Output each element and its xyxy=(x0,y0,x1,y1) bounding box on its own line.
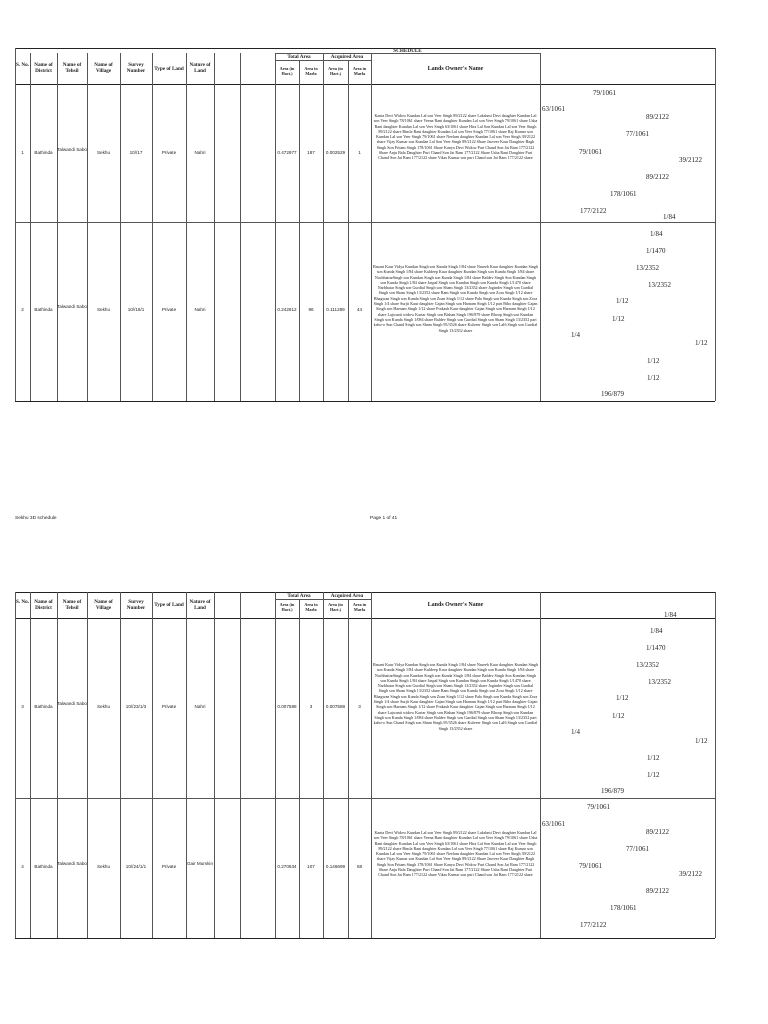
cell-type: Private xyxy=(161,307,177,312)
share-fraction: 1/1470 xyxy=(646,644,666,652)
cell-district: Bathinda xyxy=(34,704,53,709)
cell-acq-hect: 0.111289 xyxy=(326,307,345,312)
share-fraction: 79/1061 xyxy=(579,862,602,870)
footer-page-number: Page 1 of 41 xyxy=(370,516,398,521)
header-total-hect: Area (in Hact.) xyxy=(279,602,295,612)
col-rule xyxy=(152,592,153,938)
header-sno: S. No. xyxy=(15,599,30,605)
header-total-hect: Area (in Hact.) xyxy=(279,66,295,76)
cell-nature: Nahri xyxy=(194,704,206,709)
col-rule xyxy=(348,60,349,401)
col-rule xyxy=(348,599,349,938)
col-rule xyxy=(323,53,324,401)
cell-tehsil: Talwandi Sabo xyxy=(57,861,87,866)
col-rule xyxy=(15,48,16,401)
share-fraction: 1/12 xyxy=(647,374,660,382)
share-fraction: 63/1061 xyxy=(542,105,565,113)
share-fraction: 1/1470 xyxy=(646,247,666,255)
share-fraction: 178/1061 xyxy=(610,904,637,912)
cell-survey: 10//18/1 xyxy=(127,307,145,312)
header-acquired-area: Acquired Area xyxy=(330,593,364,599)
cell-total-hect: 0.242812 xyxy=(277,307,297,312)
col-rule xyxy=(240,592,241,938)
footer-document-name: Sekhu 3D schedule xyxy=(15,516,57,521)
share-fraction: 13/2352 xyxy=(648,678,671,686)
cell-total-marla: 96 xyxy=(308,307,314,312)
col-rule xyxy=(371,592,372,938)
cell-owner-name: Kanta Devi Widow Kundan Lal son Veer Singh 89/2122 share Lakshmi Devi daughter Kundan Lal son Veer Singh 78/1061 share Veena Rani daughter Kundan Lal son Veer Singh 79/1061 share Usha Rani daughter Kundan Lal son Veer Singh 63/1061 share Hira Lal Son Kundan Lal son Veer Singh 89/2122 share Bimla Rani daughter Kundan Lal son Veer Singh 77/1061 share Raj Kumar son Kundan Lal son Veer Singh 79/1061 share Neelam daughter Kundan Lal son Veer Singh 39/2122 share Vijay Kumar son Kundan Lal Son Veer Singh 89/2122 Share Jasveer Kaur Daughter Bagh Singh Son Pritam Singh 178/1061 Share Kanya Devi Widow Puri Chand Son Jai Ram 177/2122 Share Anju Bala Daughter Puri Chand Son Jai Ram 177/2122 Share Usha Rani Daughter Puri Chand Son Jai Ram 177/2122 share Vikas Kumar son puri Chand son Jai Ram 177/2122 share xyxy=(373,113,538,161)
cell-owner-name: Basant Kaur Vidya Kundan Singh son Kunda Singh 1/84 share Naseeb Kaur daughter Kundan Singh son Kunda Singh 1/84 share Kuldeep Kaur daughter Kundan Singh son Kunda Singh 1/84 share NachhattarSingh son Kundan Singh son Kunda Singh 1/84 share Baldev Singh Son Kundan Singh son Kunda Singh 1/84 share Jaspal Singh son Kundan Singh son Kunda Singh 1/1470 share Narbhatar Singh son Gurdial Singh son Sham Singh 13/2352 share Joginder Singh son Gurdial Singh son Sham Singh 13/2352 share Ram Singh son Kunda Singh son Zora Singh 1/12 share Bhagwan Singh son Kunda Singh son Zoan Singh 1/12 share Pala Singh son Kunda Singh son Zora Singh 1/4 share Surjit Kaur daughter Gajan Singh son Harnam Singh 1/12 part Bibo daughter Gajan Singh son Harnam Singh 1/12 share Prakash Kaur daughter Gajan Singh son Harnam Singh 1/12 share Lajwanti widow Kartar Singh son Bishan Singh 196/879 share Bhoop Singh son Kundan Singh son Kunda Singh 1/084 share Baldev Singh son Gurdial Singh son Sham Singh 13/2352 part kaho-o Sun Chand Singh son Sham Singh 95/3526 share Kulveer Singh son Lal6 Singh son Gurdial Singh 13/2352 share xyxy=(373,264,538,333)
share-fraction: 178/1061 xyxy=(610,190,637,198)
header-acquired-area: Acquired Area xyxy=(330,54,364,60)
cell-sno: 2 xyxy=(21,307,24,312)
col-rule xyxy=(120,53,121,401)
cell-survey: 10//24/1/1 xyxy=(125,864,147,869)
col-rule xyxy=(57,53,58,401)
header-tehsil: Name of Tehsil xyxy=(62,62,82,74)
share-fraction: 177/2122 xyxy=(580,207,607,215)
cell-survey: 10//23/1/3 xyxy=(125,704,147,709)
cell-sno: 1 xyxy=(21,150,24,155)
share-fraction: 196/879 xyxy=(601,787,624,795)
col-rule xyxy=(299,599,300,938)
cell-acq-marla: 44 xyxy=(356,307,363,312)
cell-total-hect: 0.472977 xyxy=(277,150,297,155)
col-rule xyxy=(214,53,215,401)
cell-total-marla: 187 xyxy=(307,150,315,155)
share-fraction: 63/1061 xyxy=(542,820,565,828)
header-type: Type of Land xyxy=(154,66,184,72)
cell-tehsil: Talwandi Sabo xyxy=(57,304,87,309)
cell-acq-marla: 3 xyxy=(358,704,361,709)
share-fraction: 79/1061 xyxy=(579,148,602,156)
col-rule xyxy=(87,592,88,938)
cell-acq-hect: 0.146699 xyxy=(325,864,346,869)
share-fraction: 1/84 xyxy=(650,230,663,238)
cell-village: Sekhu xyxy=(96,150,111,155)
cell-total-hect: 0.270634 xyxy=(277,864,297,869)
header-type: Type of Land xyxy=(154,602,184,608)
cell-village: Sekhu xyxy=(96,307,111,312)
col-rule xyxy=(371,53,372,401)
share-fraction: 1/12 xyxy=(612,712,625,720)
table-bottom-rule xyxy=(15,401,715,402)
share-fraction: 1/12 xyxy=(695,737,708,745)
cell-type: Private xyxy=(161,150,177,155)
col-rule xyxy=(540,592,541,938)
share-fraction: 89/2122 xyxy=(646,113,669,121)
header-owner: Lands Owner's Name xyxy=(427,602,484,608)
cell-village: Sekhu xyxy=(96,704,111,709)
header-tehsil: Name of Tehsil xyxy=(62,599,82,611)
col-rule xyxy=(15,592,16,938)
cell-sno: 4 xyxy=(21,864,24,869)
col-rule xyxy=(299,60,300,401)
cell-type: Private xyxy=(161,864,177,869)
cell-survey: 10//17 xyxy=(129,150,143,155)
header-total-area: Total Area xyxy=(287,593,311,599)
col-rule xyxy=(275,53,276,401)
share-fraction: 196/879 xyxy=(601,390,624,398)
col-rule xyxy=(275,592,276,938)
cell-district: Bathinda xyxy=(34,864,53,869)
col-rule xyxy=(186,592,187,938)
header-survey: Survey Number xyxy=(126,62,146,74)
col-rule xyxy=(715,592,716,938)
header-acq-hect: Area (in Hact.) xyxy=(328,66,343,76)
col-rule xyxy=(186,53,187,401)
cell-nature: Gair Mumkin xyxy=(186,861,214,866)
share-fraction: 1/12 xyxy=(695,339,708,347)
share-fraction: 13/2352 xyxy=(648,281,671,289)
share-fraction: 89/2122 xyxy=(646,173,669,181)
share-fraction: 1/84 xyxy=(663,213,676,221)
share-fraction: 89/2122 xyxy=(646,828,669,836)
cell-type: Private xyxy=(161,704,177,709)
header-total-area: Total Area xyxy=(287,54,311,60)
header-acq-marla: Area in Marla xyxy=(352,66,367,76)
col-rule xyxy=(540,53,541,401)
cell-district: Bathinda xyxy=(34,307,53,312)
header-acq-hect: Area (in Hact.) xyxy=(328,602,343,612)
share-fraction: 13/2352 xyxy=(636,661,659,669)
cell-district: Bathinda xyxy=(34,150,53,155)
share-fraction: 1/4 xyxy=(571,331,580,339)
cell-owner-name: Basant Kaur Vidya Kundan Singh son Kunda Singh 1/84 share Naseeb Kaur daughter Kundan Singh son Kunda Singh 1/84 share Kuldeep Kaur daughter Kundan Singh son Kunda Singh 1/84 share NachhattarSingh son Kundan Singh son Kunda Singh 1/84 share Baldev Singh Son Kundan Singh son Kunda Singh 1/84 share Jaspal Singh son Kundan Singh son Kunda Singh 1/1470 share Narbhatar Singh son Gurdial Singh son Sham Singh 13/2352 share Joginder Singh son Gurdial Singh son Sham Singh 13/2352 share Ram Singh son Kunda Singh son Zora Singh 1/12 share Bhagwan Singh son Kunda Singh son Zoan Singh 1/12 share Pala Singh son Kunda Singh son Zora Singh 1/4 share Surjit Kaur daughter Gajan Singh son Harnam Singh 1/12 part Bibo daughter Gajan Singh son Harnam Singh 1/12 share Prakash Kaur daughter Gajan Singh son Harnam Singh 1/12 share Lajwanti widow Kartar Singh son Bishan Singh 196/879 share Bhoop Singh son Kundan Singh son Kunda Singh 1/084 share Baldev Singh son Gurdial Singh son Sham Singh 13/2352 part kaho-o Sun Chand Singh son Sham Singh 95/3526 share Kulveer Singh son Lal6 Singh son Gurdial Singh 13/2352 share xyxy=(373,662,538,731)
header-acq-marla: Area in Marla xyxy=(352,602,367,612)
share-fraction: 1/84 xyxy=(650,627,663,635)
cell-acq-hect: 0.002529 xyxy=(325,150,346,155)
share-fraction: 79/1061 xyxy=(593,89,616,97)
share-fraction: 1/4 xyxy=(571,728,580,736)
share-fraction: 177/2122 xyxy=(580,921,607,929)
cell-owner-name: Kanta Devi Widow Kundan Lal son Veer Singh 89/2122 share Lakshmi Devi daughter Kundan Lal son Veer Singh 78/1061 share Veena Rani daughter Kundan Lal son Veer Singh 79/1061 share Usha Rani daughter Kundan Lal son Veer Singh 63/1061 share Hira Lal Son Kundan Lal son Veer Singh 89/2122 share Bimla Rani daughter Kundan Lal son Veer Singh 77/1061 share Raj Kumar son Kundan Lal son Veer Singh 79/1061 share Neelam daughter Kundan Lal son Veer Singh 39/2122 share Vijay Kumar son Kundan Lal Son Veer Singh 89/2122 Share Jasveer Kaur Daughter Bagh Singh Son Pritam Singh 178/1061 Share Kanya Devi Widow Puri Chand Son Jai Ram 177/2122 Share Anju Bala Daughter Puri Chand Son Jai Ram 177/2122 Share Usha Rani Daughter Puri Chand Son Jai Ram 177/2122 share Vikas Kumar son puri Chand son Jai Ram 177/2122 share xyxy=(373,830,538,878)
share-fraction: 1/12 xyxy=(647,357,660,365)
share-fraction: 89/2122 xyxy=(646,887,669,895)
cell-acq-marla: 58 xyxy=(356,864,363,869)
col-rule xyxy=(214,592,215,938)
header-sno: S. No. xyxy=(15,62,30,68)
header-village: Name of Village xyxy=(94,599,113,611)
header-district: Name of District xyxy=(34,599,53,611)
header-nature: Nature of Land xyxy=(189,62,211,74)
share-fraction: 39/2122 xyxy=(679,870,702,878)
cell-acq-marla: 1 xyxy=(358,150,361,155)
cell-total-marla: 3 xyxy=(309,704,313,709)
header-village: Name of Village xyxy=(94,62,113,74)
col-rule xyxy=(30,592,31,938)
header-nature: Nature of Land xyxy=(189,599,211,611)
header-owner: Lands Owner's Name xyxy=(427,66,484,72)
share-fraction: 39/2122 xyxy=(679,156,702,164)
cell-total-marla: 107 xyxy=(307,864,315,869)
col-rule xyxy=(323,592,324,938)
col-rule xyxy=(240,53,241,401)
header-total-marla: Area in Marla xyxy=(304,602,318,612)
col-rule xyxy=(57,592,58,938)
cell-acq-hect: 0.007588 xyxy=(325,704,346,709)
cell-tehsil: Talwandi Sabo xyxy=(57,701,87,706)
share-fraction: 1/12 xyxy=(616,297,629,305)
share-fraction: 13/2352 xyxy=(636,264,659,272)
share-fraction: 79/1061 xyxy=(587,803,610,811)
share-fraction: 77/1061 xyxy=(626,845,649,853)
share-fraction: 1/12 xyxy=(647,771,660,779)
cell-nature: Nahri xyxy=(194,150,206,155)
share-fraction: 1/84 xyxy=(664,611,677,619)
cell-nature: Nahri xyxy=(194,307,206,312)
share-fraction: 1/12 xyxy=(612,315,625,323)
header-survey: Survey Number xyxy=(126,599,146,611)
col-rule xyxy=(30,53,31,401)
header-district: Name of District xyxy=(34,62,53,74)
table-bottom-rule xyxy=(15,938,715,939)
share-fraction: 77/1061 xyxy=(626,130,649,138)
share-fraction: 1/12 xyxy=(647,754,660,762)
cell-total-hect: 0.007588 xyxy=(277,704,297,709)
cell-tehsil: Talwandi Sabo xyxy=(57,147,87,152)
header-total-marla: Area in Marla xyxy=(304,66,318,76)
schedule-title: SCHEDULE xyxy=(393,48,422,54)
cell-village: Sekhu xyxy=(96,864,111,869)
cell-sno: 3 xyxy=(21,704,24,709)
share-fraction: 1/12 xyxy=(616,694,629,702)
col-rule xyxy=(152,53,153,401)
col-rule xyxy=(715,48,716,401)
col-rule xyxy=(87,53,88,401)
col-rule xyxy=(120,592,121,938)
